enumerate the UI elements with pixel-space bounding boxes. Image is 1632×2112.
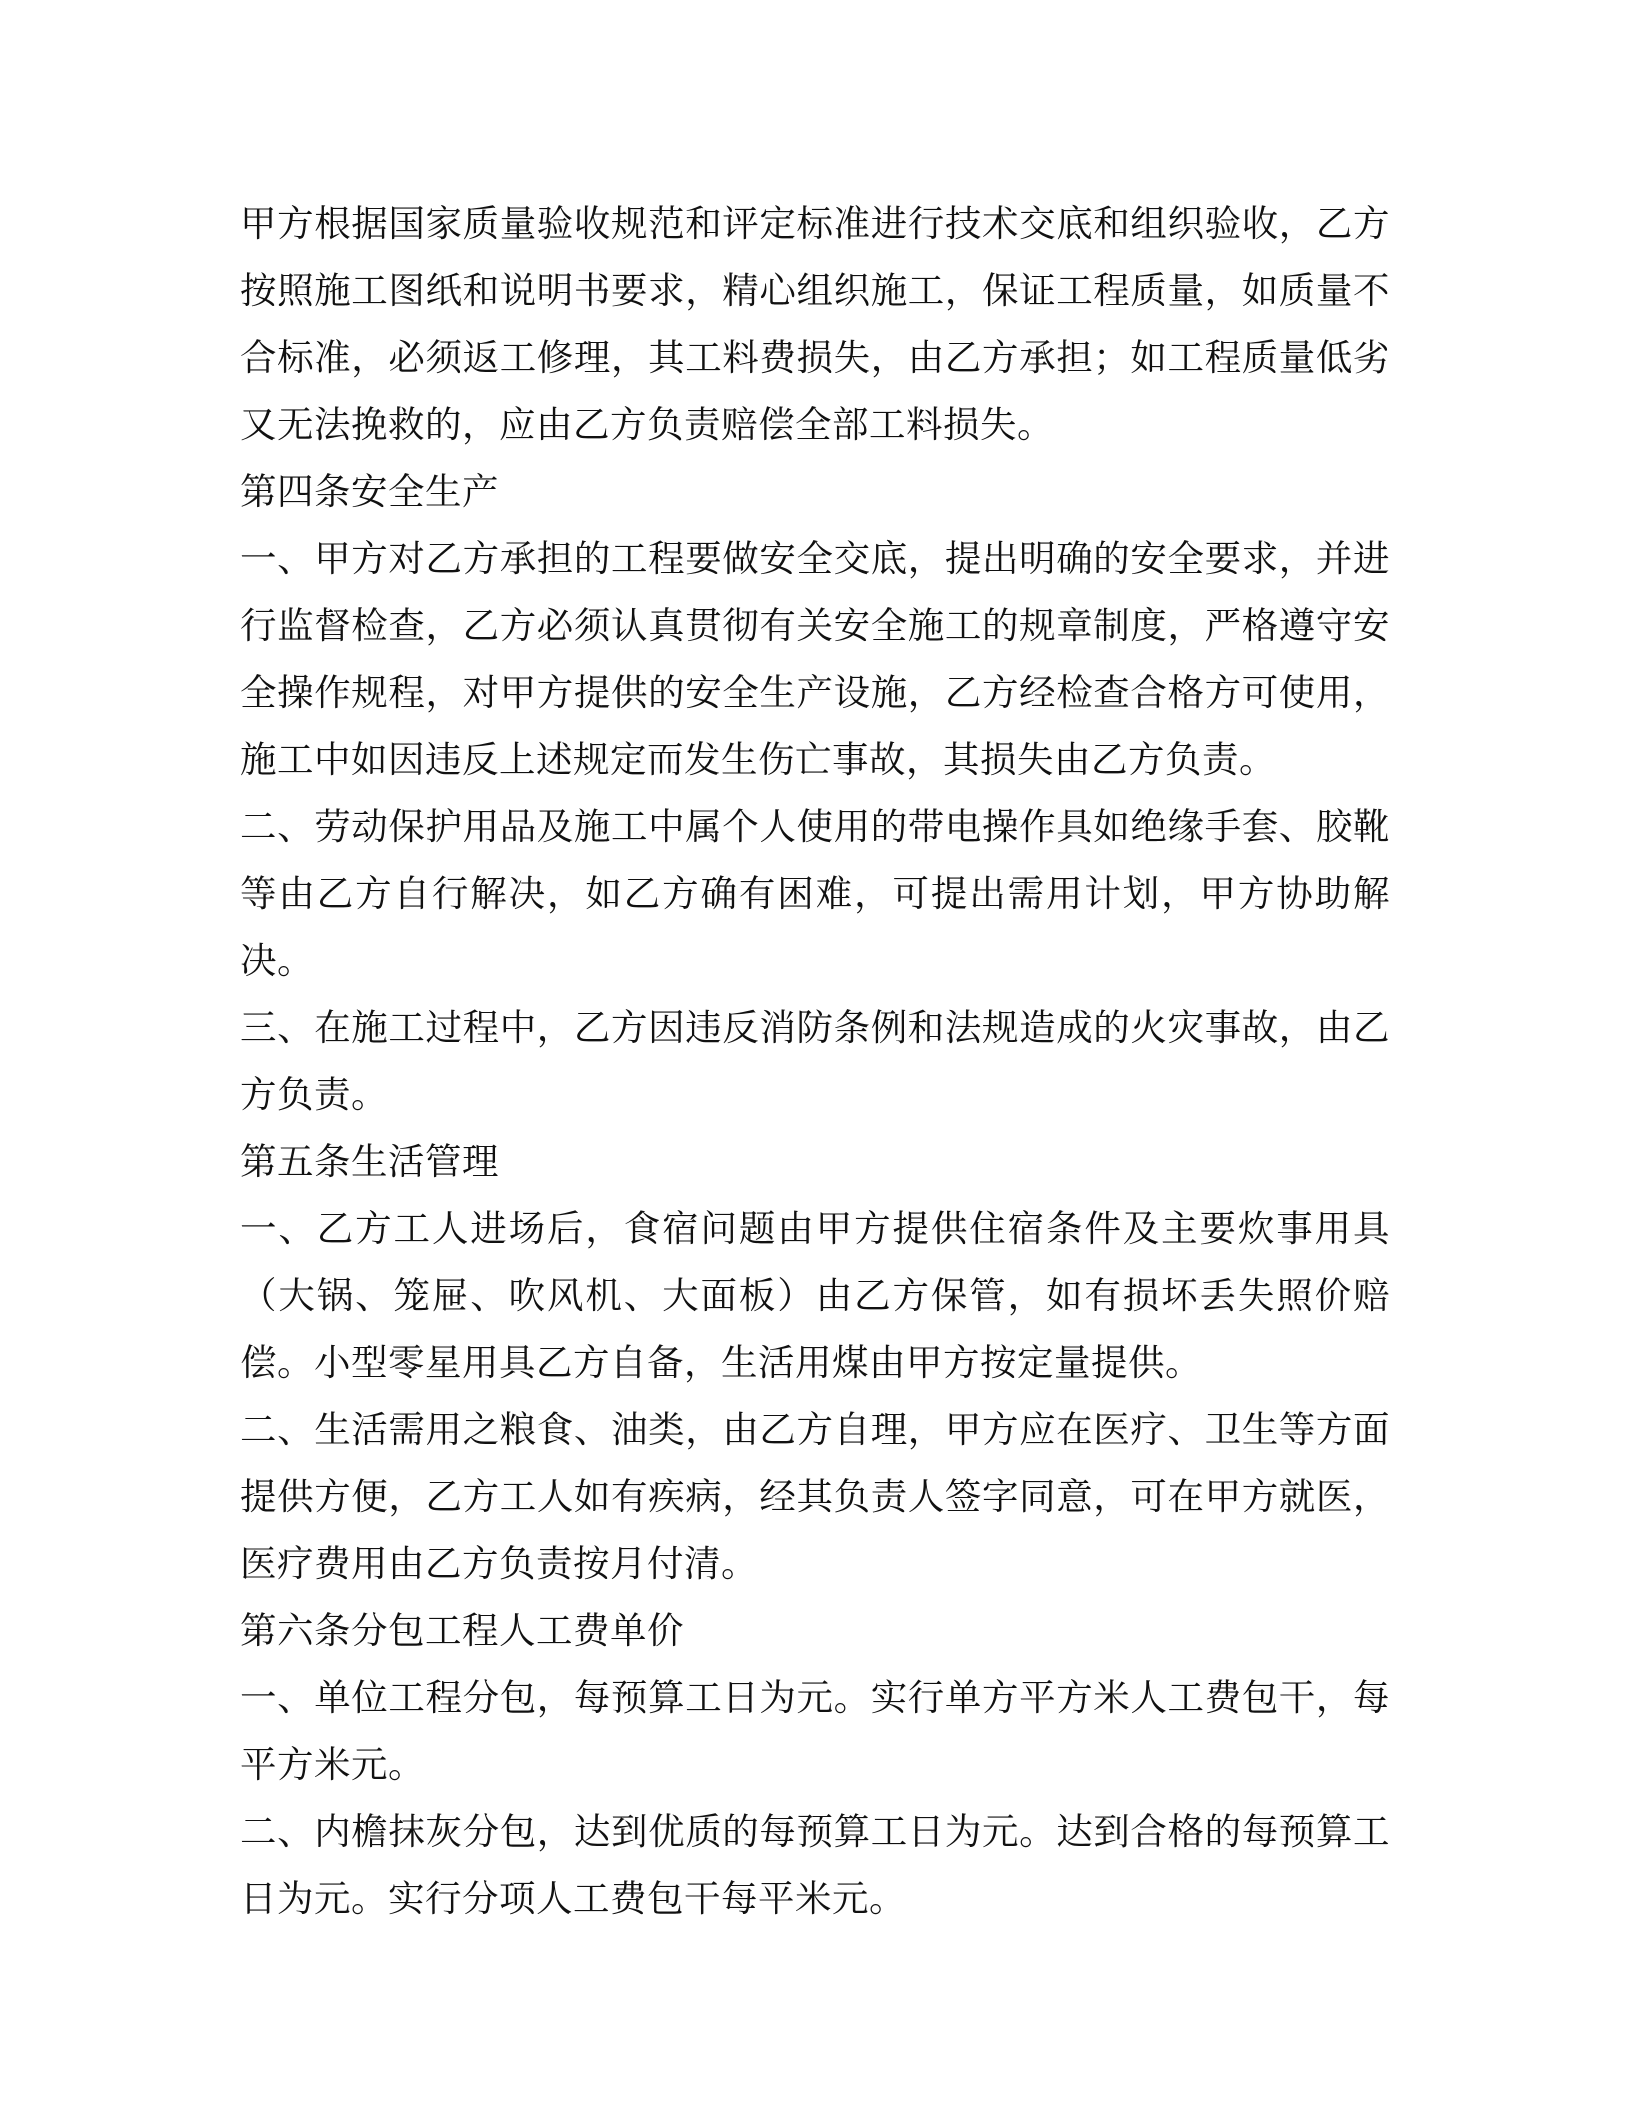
heading-article-6: 第六条分包工程人工费单价 (240, 1609, 684, 1652)
heading-article-4: 第四条安全生产 (240, 470, 499, 513)
paragraph-safety-3: 三、在施工过程中，乙方因违反消防条例和法规造成的火灾事故，由乙方负责。 (240, 1006, 1390, 1116)
paragraph-living-2: 二、生活需用之粮食、油类，由乙方自理，甲方应在医疗、卫生等方面提供方便，乙方工人如有疾病，经其负责人签字同意，可在甲方就医，医疗费用由乙方负责按月付清。 (240, 1408, 1390, 1585)
paragraph-quality: 甲方根据国家质量验收规范和评定标准进行技术交底和组织验收，乙方按照施工图纸和说明书要求，精心组织施工，保证工程质量，如质量不合标准，必须返工修理，其工料费损失，由乙方承担；如工程质量低劣又无法挽救的，应由乙方负责赔偿全部工料损失。 (240, 202, 1390, 446)
heading-article-5: 第五条生活管理 (240, 1140, 499, 1183)
paragraph-safety-2: 二、劳动保护用品及施工中属个人使用的带电操作具如绝缘手套、胶靴等由乙方自行解决，如乙方确有困难，可提出需用计划，甲方协助解决。 (240, 805, 1390, 982)
paragraph-labor-cost-1: 一、单位工程分包，每预算工日为元。实行单方平方米人工费包干，每平方米元。 (240, 1676, 1390, 1786)
paragraph-labor-cost-2: 二、内檐抹灰分包，达到优质的每预算工日为元。达到合格的每预算工日为元。实行分项人工费包干每平米元。 (240, 1810, 1390, 1920)
paragraph-living-1: 一、乙方工人进场后，食宿问题由甲方提供住宿条件及主要炊事用具（大锅、笼屉、吹风机、大面板）由乙方保管，如有损坏丢失照价赔偿。小型零星用具乙方自备，生活用煤由甲方按定量提供。 (240, 1207, 1390, 1384)
document-body (240, 190, 1390, 1932)
paragraph-safety-1: 一、甲方对乙方承担的工程要做安全交底，提出明确的安全要求，并进行监督检查，乙方必须认真贯彻有关安全施工的规章制度，严格遵守安全操作规程，对甲方提供的安全生产设施，乙方经检查合格方可使用，施工中如因违反上述规定而发生伤亡事故，其损失由乙方负责。 (240, 537, 1390, 781)
